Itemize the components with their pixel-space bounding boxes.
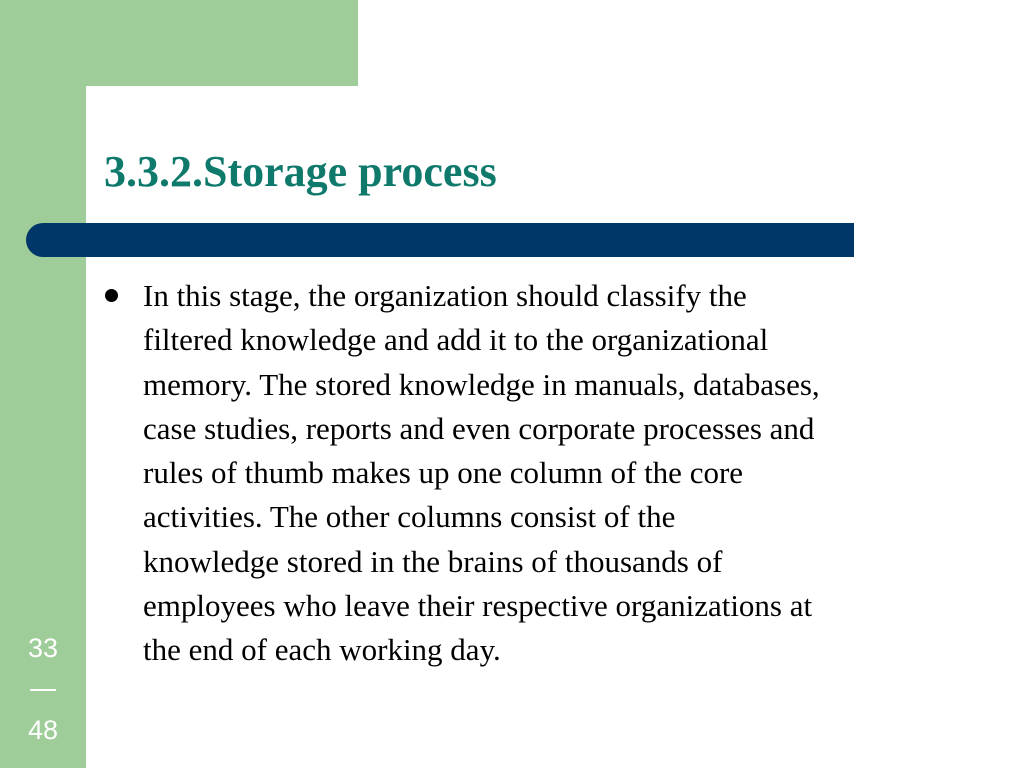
title-underline-bar	[26, 223, 854, 257]
bullet-text-line: knowledge stored in the brains of thousands of	[143, 543, 723, 579]
bullet-text-line: filtered knowledge and add it to the organizational	[143, 322, 769, 358]
top-green-block	[0, 0, 358, 86]
bullet-text-line: In this stage, the organization should classify the	[143, 278, 747, 313]
bullet-text-line: memory. The stored knowledge in manuals, databases,	[143, 366, 820, 402]
bullet-text-line: case studies, reports and even corporate processes and	[143, 410, 815, 446]
bullet-dot-icon	[105, 289, 118, 302]
bullet-text-line: rules of thumb makes up one column of the core	[143, 455, 744, 491]
slide-title: 3.3.2.Storage process	[104, 147, 497, 196]
page-number-separator	[30, 689, 56, 691]
bullet-text	[143, 274, 973, 673]
page-number-current: 33	[27, 633, 59, 663]
bullet-text-line: the end of each working day.	[143, 632, 501, 668]
bullet-text-line: activities. The other columns consist of the	[143, 499, 676, 535]
bullet-text-line: employees who leave their respective organizations at	[143, 588, 813, 624]
page-number-total: 48	[27, 715, 59, 745]
